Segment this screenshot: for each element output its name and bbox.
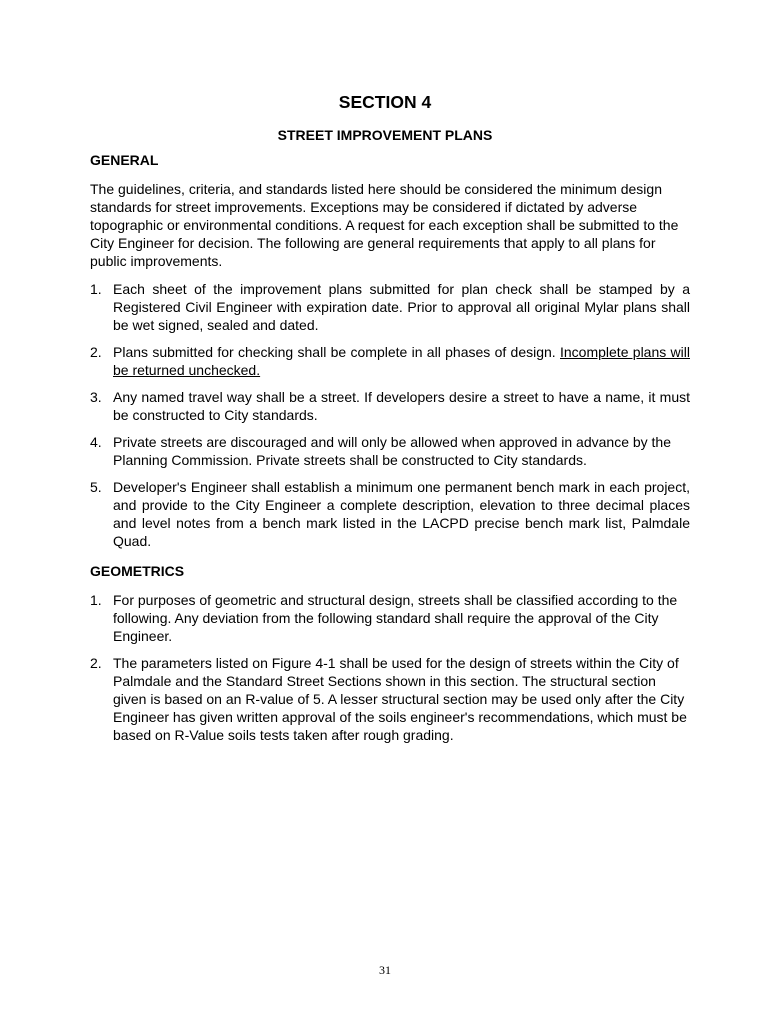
list-item-number: 1. [90, 592, 102, 608]
geometrics-heading: GEOMETRICS [90, 563, 185, 579]
list-item-text: Each sheet of the improvement plans submitted for plan check shall be stamped by a Registered Civil Engineer with expiration date. Prior to approval all original Mylar plans shall be wet signed, sealed and dated. [113, 281, 690, 333]
section-subtitle: STREET IMPROVEMENT PLANS [277, 127, 493, 143]
list-item-number: 5. [90, 479, 102, 495]
list-item [90, 591, 690, 645]
list-item [90, 478, 690, 550]
list-item-text: Developer's Engineer shall establish a minimum one permanent bench mark in each project, and provide to the City Engineer a complete description, elevation to three decimal places and level notes from a bench mark listed in the LACPD precise bench mark list, Palmdale Quad. [113, 479, 690, 549]
list-item-text: For purposes of geometric and structural design, streets shall be classified according to the following. Any deviation from the following standard shall require the approval of the City Engineer. [113, 592, 678, 644]
list-item-text: Private streets are discouraged and will only be allowed when approved in advance by the Planning Commission. Private streets shall be constructed to City standards. [113, 434, 672, 468]
general-intro-paragraph: The guidelines, criteria, and standards listed here should be considered the minimum design standards for street improvements. Exceptions may be considered if dictated by adverse topographic or environmental conditions. A request for each exception shall be submitted to the City Engineer for decision. The following are general requirements that apply to all plans for public improvements. [90, 181, 679, 269]
general-heading: GENERAL [90, 152, 159, 168]
section-title: SECTION 4 [338, 92, 432, 112]
geometrics-list [90, 591, 690, 753]
list-item-text: Any named travel way shall be a street. If developers desire a street to have a name, it must be constructed to City standards. [113, 389, 690, 423]
list-item-text: The parameters listed on Figure 4-1 shall be used for the design of streets within the City of Palmdale and the Standard Street Sections shown in this section. The structural section given is based on an R-value of 5. A lesser structural section may be used only after the City Engineer has given written approval of the soils engineer's recommendations, which must be based on R-Value soils tests taken after rough grading. [113, 655, 687, 743]
list-item [90, 343, 690, 379]
list-item [90, 388, 690, 424]
list-item-number: 3. [90, 389, 102, 405]
list-item-number: 1. [90, 281, 102, 297]
list-item [90, 433, 690, 469]
page-number: 31 [379, 963, 391, 977]
list-item-number: 4. [90, 434, 102, 450]
general-requirements-list [90, 280, 690, 559]
list-item-number: 2. [90, 344, 102, 360]
list-item [90, 654, 690, 744]
list-item [90, 280, 690, 334]
list-item-text: Plans submitted for checking shall be complete in all phases of design. [113, 344, 560, 360]
list-item-number: 2. [90, 655, 102, 671]
list-item-underlined-text: Incomplete plans will be returned unchecked. [113, 344, 690, 378]
